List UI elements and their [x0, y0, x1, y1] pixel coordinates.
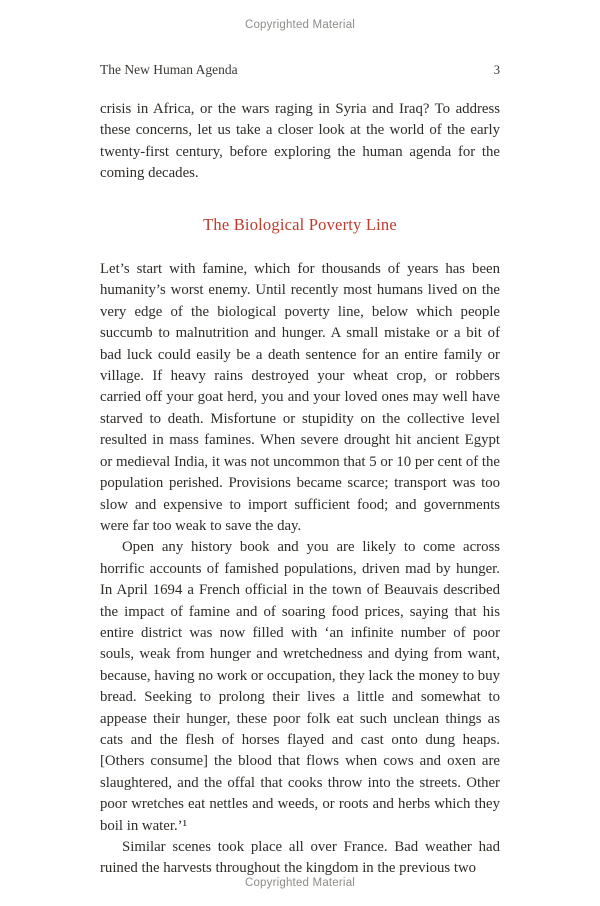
body-paragraph: Open any history book and you are likely to come across horrific accounts of famished populations, driven mad by hunger. In April 1694 a French official in the town of Beauvais described the impact of famine and of soaring food prices, saying that his entire district was now filled with ‘an infinite number of poor souls, weak from hunger and wretchedness and dying from want, because, having no work or occupation, they lack the money to buy bread. Seeking to prolong their lives a little and somewhat to appease their hunger, these poor folk eat such unclean things as cats and the flesh of horses flayed and cast onto dung heaps. [Others consume] the blood that flows when cows and oxen are slaughtered, and the offal that cooks throw into the streets. Other poor wretches eat nettles and weeds, or roots and herbs which they boil in water.’¹	[100, 539, 500, 834]
body-paragraph: Similar scenes took place all over France. Bad weather had ruined the harvests throughout the kingdom in the previous two	[100, 839, 500, 877]
running-header	[100, 0, 500, 78]
copyright-notice-top: Copyrighted Material	[244, 19, 356, 31]
body-paragraph-continuation: crisis in Africa, or the wars raging in Syria and Iraq? To address these concerns, let us take a closer look at the world of the early twenty-first century, before exploring the human agenda for the coming decades.	[100, 101, 500, 182]
page-number: 3	[493, 63, 500, 77]
section-heading: The Biological Poverty Line	[203, 214, 397, 234]
running-header-title: The New Human Agenda	[100, 62, 238, 77]
page-body	[100, 99, 500, 880]
body-paragraph: Let’s start with famine, which for thousands of years has been humanity’s worst enemy. Until recently most humans lived on the very edge of the biological poverty line, below which people succumb to malnutrition and hunger. A small mistake or a bit of bad luck could easily be a death sentence for an entire family or village. If heavy rains destroyed your wheat crop, or robbers carried off your goat herd, you and your loved ones may well have starved to death. Misfortune or stupidity on the collective level resulted in mass famines. When severe drought hit ancient Egypt or medieval India, it was not uncommon that 5 or 10 per cent of the population perished. Provisions became scarce; transport was too slow and expensive to import sufficient food; and governments were far too weak to save the day.	[100, 261, 500, 534]
copyright-notice-bottom: Copyrighted Material	[244, 877, 356, 889]
